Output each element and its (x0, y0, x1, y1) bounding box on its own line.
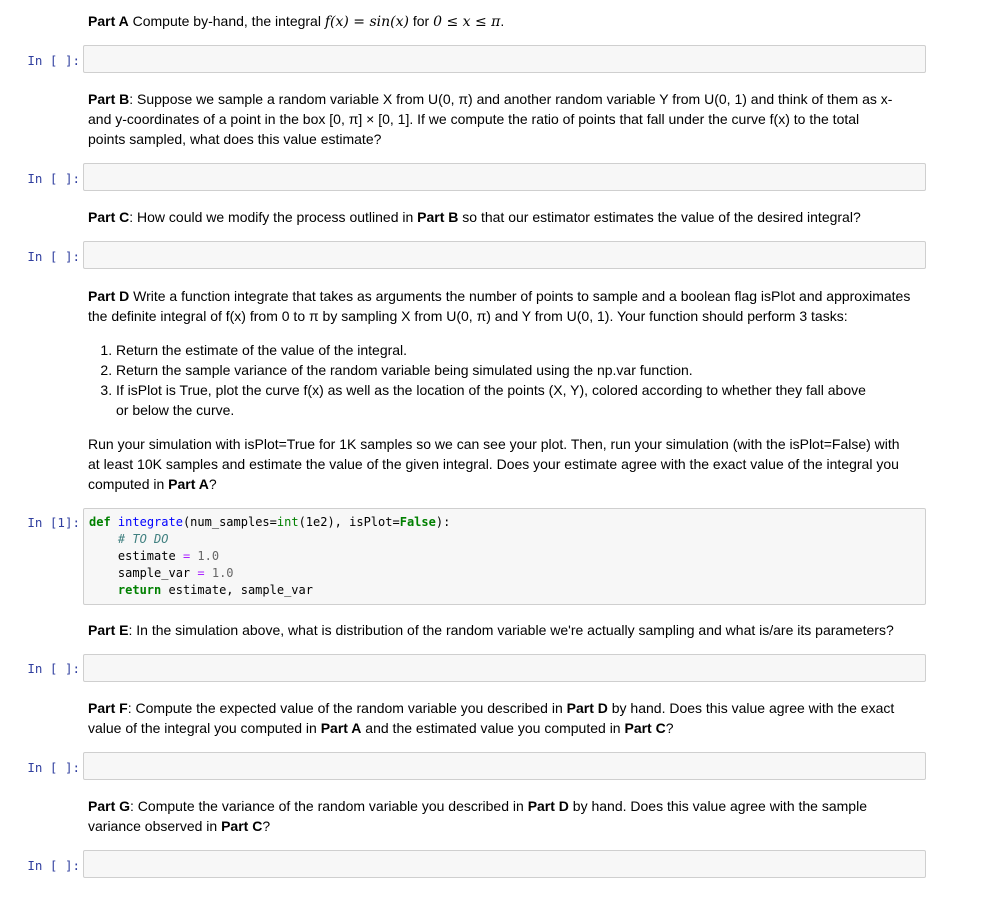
prompt-cell-2: In [ ]: (27, 171, 80, 186)
prompt-cell-5: In [ ]: (27, 661, 80, 676)
prompt-cell-3: In [ ]: (27, 249, 80, 264)
part-e-text: Part E: In the simulation above, what is distribution of the random variable we're actually sampling and what is/are its parameters? (88, 622, 894, 638)
code-cell-input-3[interactable] (83, 241, 926, 269)
part-f-text: Part F: Compute the expected value of the random variable you described in Part D by hand. Does this value agree with the exact value of the integral you computed in Part A and the estimated value you computed in Part C? (88, 700, 895, 736)
code-cell-input-1[interactable] (83, 45, 926, 73)
code-cell-input-2[interactable] (83, 163, 926, 191)
part-g-text: Part G: Compute the variance of the random variable you described in Part D by hand. Does this value agree with the sample variance observed in Part C? (88, 798, 867, 834)
task-item: 2. Return the sample variance of the random variable being simulated using the np.var function. (116, 360, 926, 380)
part-d-text: Part D Write a function integrate that takes as arguments the number of points to sample and a boolean flag isPlot and approximates the definite integral of f(x) from 0 to π by sampling X from U(0, π) and Y from U(0, 1). Your function should perform 3 tasks: 1. Return the estimate of the value of the integral. 2. Return the sample variance of the random variable being simulated using the np.var function. 3. If isPlot is True, plot the curve f(x) as well as the location of the points (X, Y), colored according to whether they fall above or below the curve. Run your simulation with isPlot=True for 1K samples so we can see your plot. Then, run your simulation (with the isPlot=False) with at least 10K samples and estimate the value of the given integral. Does your estimate agree with the exact value of the integral you computed in Part A? (88, 286, 926, 494)
prompt-cell-4: In [1]: (27, 515, 80, 530)
prompt-cell-6: In [ ]: (27, 760, 80, 775)
prompt-cell-7: In [ ]: (27, 858, 80, 873)
task-list (88, 340, 926, 420)
task-item: 1. Return the estimate of the value of the integral. (116, 340, 926, 360)
code-cell-input-5[interactable] (83, 654, 926, 682)
code-cell-integrate[interactable]: def integrate(num_samples=int(1e2), isPlot=False): # TO DO estimate = 1.0 sample_var = 1.0 return estimate, sample_var (83, 508, 926, 605)
code-cell-input-6[interactable] (83, 752, 926, 780)
part-a-text: Part A Compute by-hand, the integral f(x) = sin(x) for 0 ≤ x ≤ π. (88, 13, 505, 30)
part-b-text: Part B: Suppose we sample a random variable X from U(0, π) and another random variable Y from U(0, 1) and think of them as x- and y-coordinates of a point in the box [0, π] × [0, 1]. If we compute the ratio of points that fall under the curve f(x) to the total points sampled, what does this value estimate? (88, 91, 893, 147)
part-c-text: Part C: How could we modify the process outlined in Part B so that our estimator estimates the value of the desired integral? (88, 209, 861, 225)
task-item: 3. If isPlot is True, plot the curve f(x) as well as the location of the points (X, Y), colored according to whether they fall above or below the curve. (116, 380, 926, 420)
code-cell-input-7[interactable] (83, 850, 926, 878)
prompt-cell-1: In [ ]: (27, 53, 80, 68)
